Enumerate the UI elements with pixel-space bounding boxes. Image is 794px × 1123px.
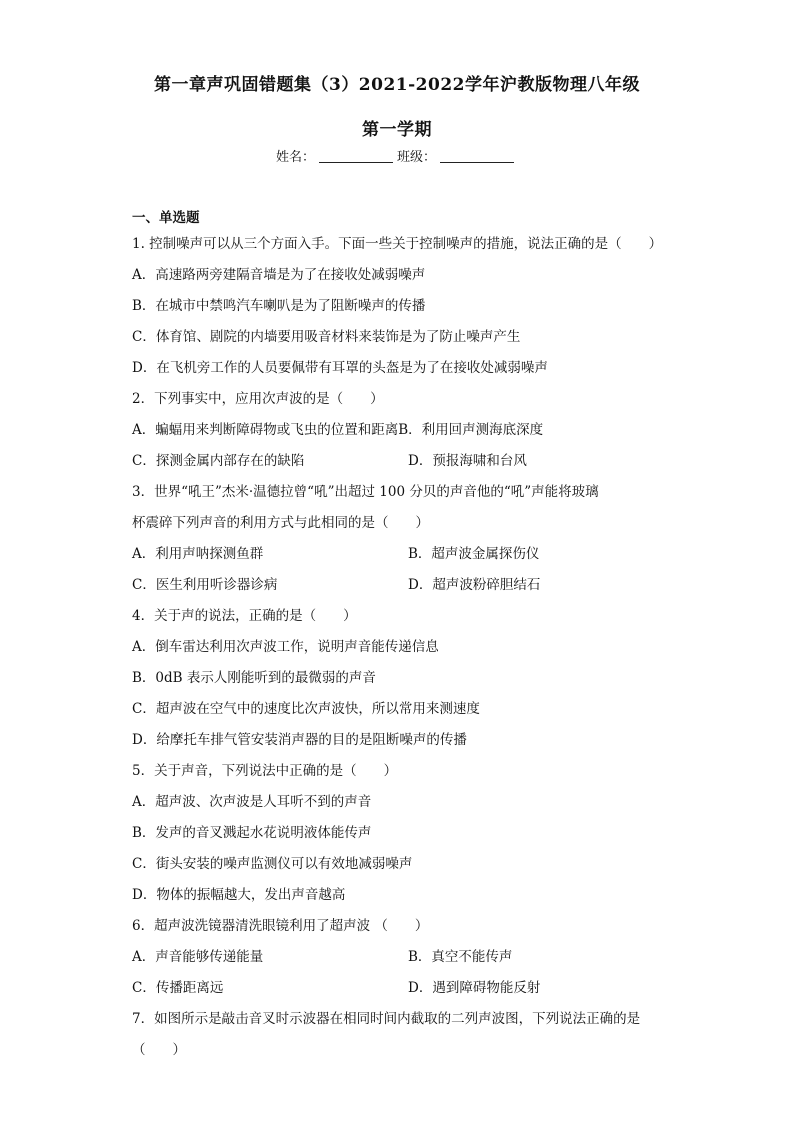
option-left: C．探测金属内部存在的缺陷: [132, 453, 305, 469]
question-line: [132, 978, 223, 998]
question-line: B．发声的音叉溅起水花说明液体能传声: [132, 825, 372, 841]
option-right: D．超声波粉碎胆结石: [408, 577, 541, 593]
option-right: B．超声波金属探伤仪: [408, 546, 540, 562]
question-line: A．超声波、次声波是人耳听不到的声音: [132, 794, 372, 810]
option-left: A．声音能够传递能量: [132, 949, 264, 965]
question-line: 杯震碎下列声音的利用方式与此相同的是（ ）: [132, 515, 429, 531]
document-title-line2: 第一学期: [362, 120, 432, 140]
question-line: 2．下列事实中，应用次声波的是（ ）: [132, 391, 384, 407]
question-line: （ ）: [132, 1042, 186, 1058]
question-line: [132, 575, 277, 595]
name-label: 姓名：: [275, 150, 315, 165]
option-left: C．医生利用听诊器诊病: [132, 577, 278, 593]
question-line: A．高速路两旁建隔音墙是为了在接收处减弱噪声: [132, 267, 426, 283]
question-line: [132, 544, 263, 564]
question-line: A．倒车雷达利用次声波工作，说明声音能传递信息: [132, 639, 439, 655]
question-line: A．蝙蝠用来判断障碍物或飞虫的位置和距离B．利用回声测海底深度: [132, 422, 544, 438]
question-line: 7．如图所示是敲击音叉时示波器在相同时间内截取的二列声波图，下列说法正确的是: [132, 1011, 641, 1027]
question-line: 5．关于声音，下列说法中正确的是（ ）: [132, 763, 398, 779]
section-heading: 一、单选题: [132, 210, 200, 226]
question-line: C．街头安装的噪声监测仪可以有效地减弱噪声: [132, 856, 413, 872]
name-blank: [319, 150, 393, 163]
question-line: [132, 451, 304, 471]
question-line: 3．世界“吼王”杰米·温德拉曾“吼”出超过 100 分贝的声音他的“吼”声能将玻璃: [132, 484, 599, 500]
question-line: D．给摩托车排气管安装消声器的目的是阻断噪声的传播: [132, 732, 467, 748]
question-line: B．在城市中禁鸣汽车喇叭是为了阻断噪声的传播: [132, 298, 426, 314]
question-line: [132, 947, 263, 967]
option-right: D．遇到障碍物能反射: [408, 980, 541, 996]
question-line: 1. 控制噪声可以从三个方面入手。下面一些关于控制噪声的措施，说法正确的是（ ）: [132, 236, 663, 252]
class-label: 班级：: [397, 150, 437, 165]
question-line: C．体育馆、剧院的内墙要用吸音材料来装饰是为了防止噪声产生: [132, 329, 521, 345]
question-line: 4．关于声的说法，正确的是（ ）: [132, 608, 357, 624]
class-blank: [440, 150, 514, 163]
option-right: B．真空不能传声: [408, 949, 513, 965]
option-left: C．传播距离远: [132, 980, 224, 996]
document-title: 第一章声巩固错题集（3）2021-2022学年沪教版物理八年级: [153, 75, 640, 95]
question-line: C．超声波在空气中的速度比次声波快，所以常用来测速度: [132, 701, 480, 717]
option-right: D．预报海啸和台风: [408, 453, 527, 469]
question-line: D．在飞机旁工作的人员要佩带有耳罩的头盔是为了在接收处减弱噪声: [132, 360, 548, 376]
option-left: A．利用声呐探测鱼群: [132, 546, 264, 562]
question-line: D．物体的振幅越大，发出声音越高: [132, 887, 346, 903]
student-info-line: [0, 146, 794, 165]
question-line: B．0dB 表示人刚能听到的最微弱的声音: [132, 670, 376, 686]
question-line: 6．超声波洗镜器清洗眼镜利用了超声波 （ ）: [132, 918, 429, 934]
